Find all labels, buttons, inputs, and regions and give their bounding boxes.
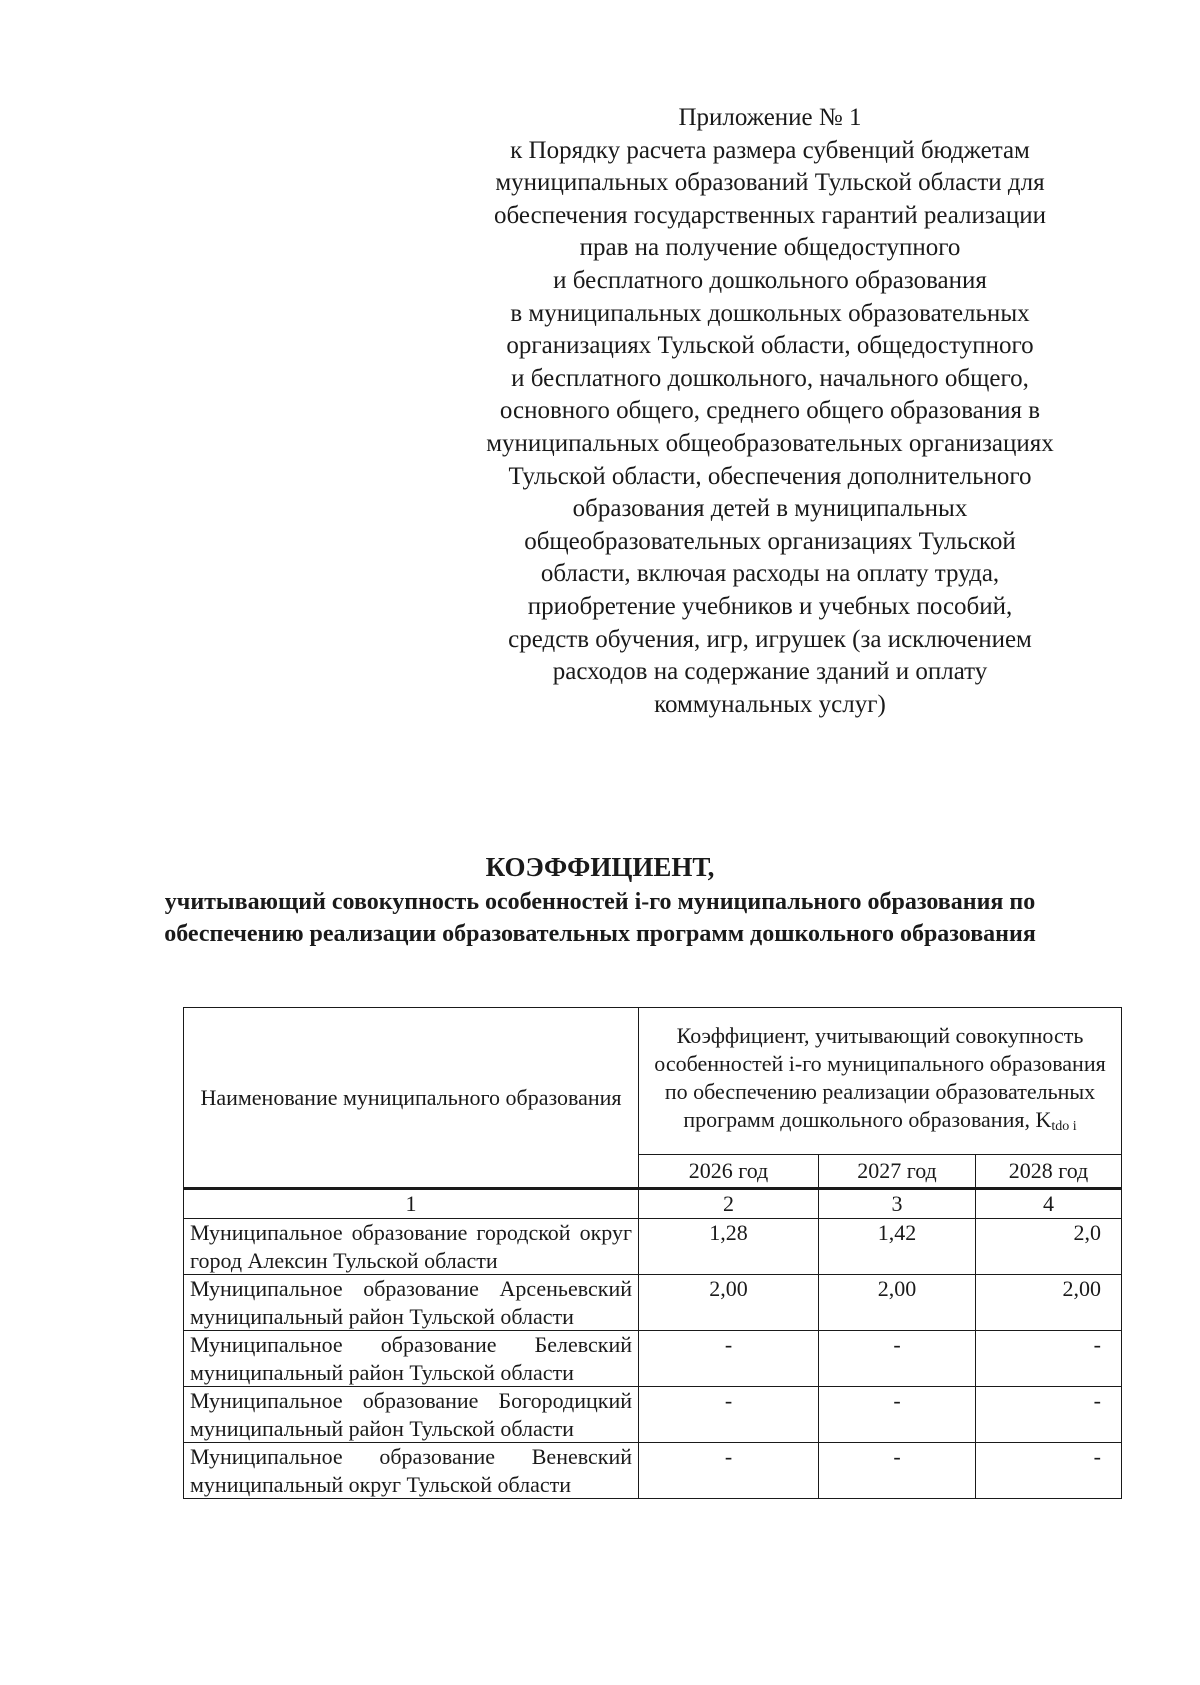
value-2028: 2,00 (976, 1275, 1122, 1331)
annex-line: организациях Тульской области, общедоступного (506, 332, 1034, 360)
value-2026: 1,28 (639, 1219, 819, 1275)
column-number: 3 (819, 1189, 976, 1219)
table-row (184, 1275, 1122, 1331)
annex-line: прав на получение общедоступного (579, 234, 961, 262)
value-2027: 2,00 (819, 1275, 976, 1331)
table-column-numbers-row (184, 1189, 1122, 1219)
annex-line: приобретение учебников и учебных пособий, (527, 592, 1013, 620)
header-name-label: Наименование муниципального образования (200, 1084, 622, 1110)
annex-line: образования детей в муниципальных (572, 495, 968, 523)
annex-line: области, включая расходы на оплату труда, (540, 560, 1000, 588)
municipality-name: Муниципальное образование Белевский муниципальный район Тульской области (184, 1331, 639, 1387)
header-year-2027: 2027 год (819, 1155, 976, 1189)
value-2028: - (976, 1331, 1122, 1387)
header-year-2028: 2028 год (976, 1155, 1122, 1189)
value-2028: - (976, 1387, 1122, 1443)
annex-line: общеобразовательных организациях Тульской (524, 527, 1016, 555)
annex-line: Приложение № 1 (678, 104, 862, 131)
value-2027: - (819, 1387, 976, 1443)
header-coef-label: Коэффициент, учитывающий совокупность особенностей i-го муниципального образования по обеспечению реализации образовательных программ дошкольного образования, K (654, 1022, 1106, 1132)
annex-line: средств обучения, игр, игрушек (за исключением (508, 625, 1032, 653)
value-2026: 2,00 (639, 1275, 819, 1331)
annex-line: и бесплатного дошкольного образования (553, 266, 987, 294)
value-2026: - (639, 1331, 819, 1387)
annex-line: муниципальных общеобразовательных организациях (486, 429, 1054, 457)
annex-line: и бесплатного дошкольного, начального общего, (511, 364, 1029, 392)
annex-line: муниципальных образований Тульской области для (495, 169, 1045, 197)
value-2028: - (976, 1443, 1122, 1499)
column-number: 2 (639, 1189, 819, 1219)
header-coef-cell (639, 1008, 1122, 1155)
annex-line: основного общего, среднего общего образования в (499, 397, 1041, 425)
value-2028: 2,0 (976, 1219, 1122, 1275)
document-title: КОЭФФИЦИЕНТ, (485, 852, 715, 882)
annex-line: коммунальных услуг) (654, 690, 886, 718)
table-row (184, 1387, 1122, 1443)
value-2027: - (819, 1443, 976, 1499)
annex-line: обеспечения государственных гарантий реализации (493, 201, 1046, 229)
coefficient-table (183, 1007, 1122, 1499)
value-2027: - (819, 1331, 976, 1387)
annex-header (440, 102, 1100, 721)
header-name-cell (184, 1008, 639, 1189)
municipality-name: Муниципальное образование Веневский муниципальный округ Тульской области (184, 1443, 639, 1499)
value-2026: - (639, 1387, 819, 1443)
header-coef-subscript: tdo i (1051, 1118, 1077, 1134)
column-number: 4 (976, 1189, 1122, 1219)
annex-line: расходов на содержание зданий и оплату (552, 658, 988, 686)
table-row (184, 1219, 1122, 1275)
value-2026: - (639, 1443, 819, 1499)
annex-line: Тульской области, обеспечения дополнительного (508, 462, 1032, 490)
municipality-name: Муниципальное образование городской округ город Алексин Тульской области (184, 1219, 639, 1275)
municipality-name: Муниципальное образование Арсеньевский муниципальный район Тульской области (184, 1275, 639, 1331)
header-year-2026: 2026 год (639, 1155, 819, 1189)
value-2027: 1,42 (819, 1219, 976, 1275)
document-subtitle: учитывающий совокупность особенностей i-го муниципального образования по обеспечению реализации образовательных программ дошкольного образования (164, 889, 1036, 947)
annex-line: в муниципальных дошкольных образовательных (510, 299, 1030, 327)
table-row (184, 1443, 1122, 1499)
annex-line: к Порядку расчета размера субвенций бюджетам (510, 136, 1030, 164)
table-header-row (184, 1008, 1122, 1155)
municipality-name: Муниципальное образование Богородицкий муниципальный район Тульской области (184, 1387, 639, 1443)
column-number: 1 (184, 1189, 639, 1219)
table-row (184, 1331, 1122, 1387)
